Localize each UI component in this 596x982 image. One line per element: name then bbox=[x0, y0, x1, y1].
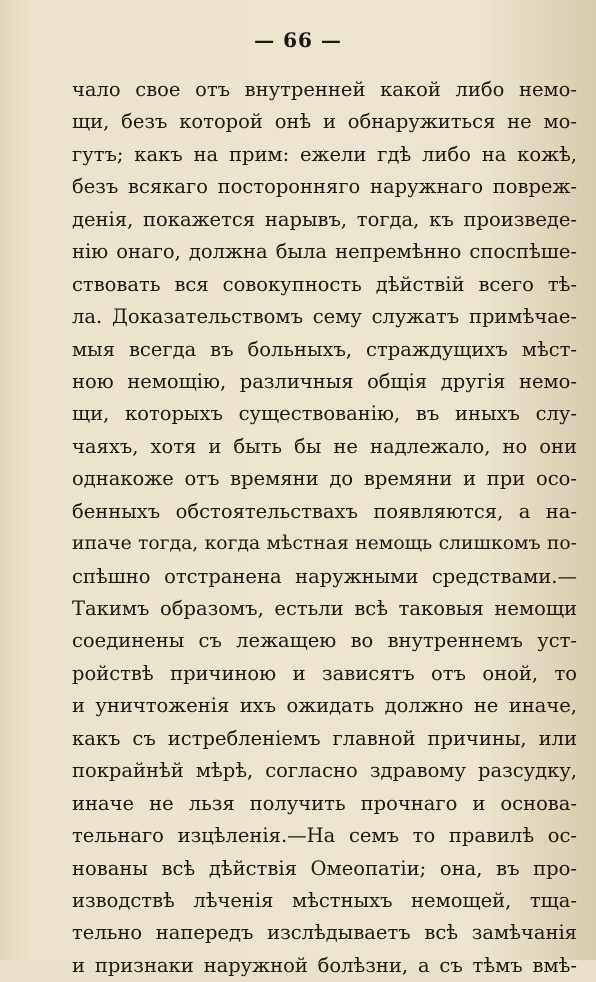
text-line: спѣшно отстранена наружными средствами.— bbox=[72, 564, 577, 588]
text-line: иначе не льзя получить прочнаго и основа- bbox=[72, 791, 577, 815]
text-line: ипаче тогда, когда мѣстная немощь слишкомъ по- bbox=[72, 533, 577, 555]
text-line: безъ всякаго посторонняго наружнаго повреж- bbox=[72, 175, 577, 199]
text-line: нію онаго, должна была непремѣнно споспѣше- bbox=[72, 240, 577, 264]
text-line: Такимъ образомъ, естьли всѣ таковыя немощи bbox=[72, 597, 577, 620]
text-line: щи, которыхъ существованію, въ иныхъ слу- bbox=[72, 402, 577, 426]
text-line: однакоже отъ времяни до времяни и при осо- bbox=[72, 467, 577, 491]
text-line: ною немощію, различныя общія другія немо- bbox=[72, 369, 577, 393]
body-text bbox=[72, 74, 577, 982]
text-line: чаяхъ, хотя и быть бы не надлежало, но они bbox=[72, 434, 577, 458]
text-line: ройствѣ причиною и зависятъ отъ оной, то bbox=[72, 661, 577, 685]
text-line: ла. Доказательствомъ сему служатъ примѣчае- bbox=[72, 305, 577, 329]
text-line: тельно напередъ изслѣдываетъ всѣ замѣчанія bbox=[72, 921, 577, 945]
text-line: чало свое отъ внутренней какой либо немо- bbox=[72, 78, 577, 101]
text-line: денія, покажется нарывъ, тогда, къ произведе- bbox=[72, 207, 577, 231]
text-line: мыя всегда въ больныхъ, страждущихъ мѣст- bbox=[72, 337, 577, 361]
text-line: ствовать вся совокупность дѣйствій всего тѣ- bbox=[72, 272, 577, 296]
text-line: бенныхъ обстоятельствахъ появляются, а на- bbox=[72, 499, 577, 523]
text-line: нованы всѣ дѣйствія Омеопатіи; она, въ про- bbox=[72, 856, 577, 880]
text-line: соединены съ лежащею во внутреннемъ уст- bbox=[72, 629, 577, 653]
page-number: — 66 — bbox=[254, 28, 342, 52]
text-line: и уничтоженія ихъ ожидать должно не иначе, bbox=[72, 694, 577, 718]
text-line: изводствѣ лѣченія мѣстныхъ немощей, тща- bbox=[72, 888, 577, 912]
text-line: покрайнѣй мѣрѣ, согласно здравому разсудку, bbox=[72, 759, 577, 783]
text-line: и признаки наружной болѣзни, а съ тѣмъ вмѣ- bbox=[72, 953, 577, 977]
text-line: тельнаго изцѣленія.—На семъ то правилѣ ос- bbox=[72, 824, 577, 848]
text-line: щи, безъ которой онѣ и обнаружиться не мо- bbox=[72, 110, 577, 134]
text-line: какъ съ истребленіемъ главной причины, или bbox=[72, 726, 577, 750]
text-line: гутъ; какъ на прим: ежели гдѣ либо на кожѣ, bbox=[72, 142, 577, 166]
